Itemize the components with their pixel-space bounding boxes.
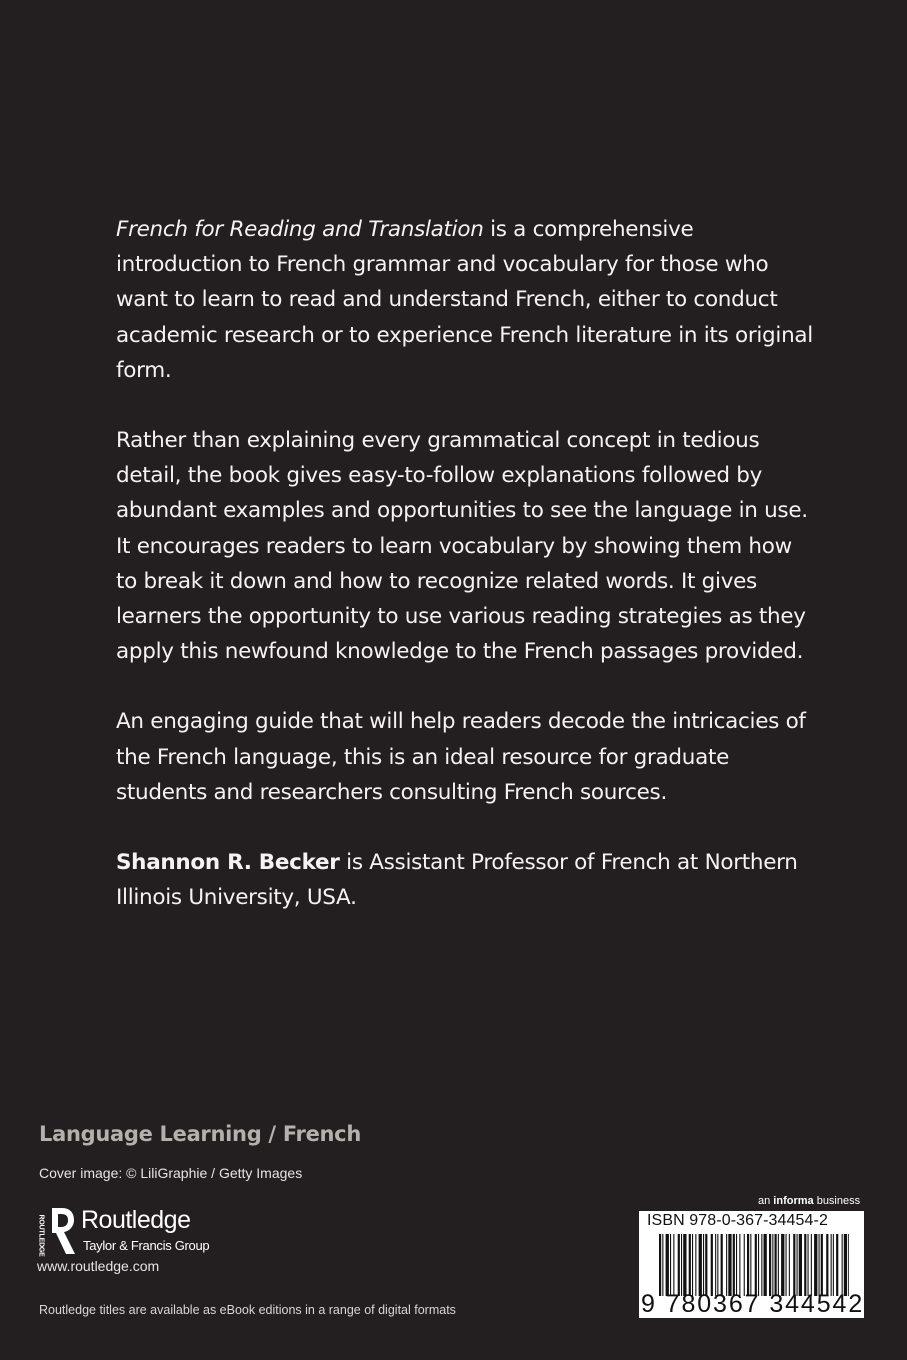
barcode-bar: [842, 1234, 843, 1296]
barcode-bar: [786, 1234, 787, 1296]
barcode-bar: [747, 1234, 749, 1296]
blurb-text: is a comprehensive introduction to French grammar and vocabulary for those who want to learn to read and understand French, either to conduct academic research or to experience French literature in its original form.: [116, 217, 813, 383]
barcode-bar: [659, 1234, 661, 1296]
author-bio: [116, 845, 816, 915]
barcode-bar: [808, 1234, 809, 1296]
barcode-bar: [739, 1234, 740, 1296]
barcode-bar: [833, 1234, 834, 1296]
barcode-bar: [848, 1234, 849, 1296]
barcode-bar: [831, 1234, 832, 1296]
barcode-bar: [836, 1234, 838, 1296]
barcode-bar: [666, 1234, 669, 1296]
barcode-bar: [736, 1234, 737, 1296]
barcode-bar: [678, 1234, 680, 1296]
barcode-bar: [799, 1234, 802, 1296]
barcode-bar: [755, 1234, 757, 1296]
barcode-bar: [744, 1234, 745, 1296]
barcode-bar: [819, 1234, 820, 1296]
barcode-bar: [673, 1234, 674, 1296]
barcode-bar: [726, 1234, 727, 1296]
blurb-paragraph-3: An engaging guide that will help readers decode the intricacies of the French language, this is an ideal resource for graduate students and researchers consulting French sources.: [116, 709, 806, 805]
barcode-bar: [670, 1234, 671, 1296]
blurb-paragraph-1: [116, 212, 816, 388]
barcode-bar: [662, 1234, 663, 1296]
barcode-bar: [705, 1234, 707, 1296]
cover-credit: Cover image: © LiliGraphie / Getty Images: [39, 1165, 303, 1181]
barcode-bar: [772, 1234, 773, 1296]
barcode-bar: [683, 1234, 686, 1296]
barcode-bar: [699, 1234, 702, 1296]
subject-category: Language Learning / French: [39, 1122, 361, 1146]
ebook-note: Routledge titles are available as eBook editions in a range of digital formats: [39, 1303, 456, 1317]
barcode-bar: [717, 1234, 718, 1296]
isbn-barcode: [639, 1211, 864, 1318]
informa-brand: informa: [773, 1195, 814, 1207]
barcode-bar: [811, 1234, 812, 1296]
publisher-url: www.routledge.com: [37, 1258, 160, 1274]
barcode-bar: [804, 1234, 806, 1296]
barcode-bar: [764, 1234, 767, 1296]
barcode-bar: [733, 1234, 735, 1296]
barcode-digits: 9 780367 344542: [641, 1290, 865, 1318]
barcode-bars: [659, 1234, 849, 1296]
barcode-bar: [793, 1234, 795, 1296]
author-name: Shannon R. Becker: [116, 850, 340, 876]
back-cover-blurb: [116, 212, 816, 950]
blurb-paragraph-2: Rather than explaining every grammatical concept in tedious detail, the book gives easy-to-follow explanations followed by abundant examples and opportunities to see the language in use. It encourages readers to learn vocabulary by showing them how to break it down and how to recognize related words. It gives learners the opportunity to use various reading strategies as they apply this newfound knowledge to the French passages provided.: [116, 428, 808, 665]
publisher-logo: [38, 1206, 258, 1258]
barcode-bar: [797, 1234, 798, 1296]
barcode-bar: [761, 1234, 762, 1296]
barcode-bar: [681, 1234, 682, 1296]
barcode-bar: [750, 1234, 751, 1296]
book-title: French for Reading and Translation: [116, 217, 484, 242]
barcode-bar: [758, 1234, 759, 1296]
barcode-bar: [814, 1234, 817, 1296]
publisher-group: Taylor & Francis Group: [83, 1238, 210, 1253]
informa-suffix: business: [813, 1195, 861, 1207]
informa-business-tag: [758, 1195, 860, 1207]
isbn-label: ISBN 978-0-367-34454-2: [647, 1212, 828, 1229]
barcode-bar: [692, 1234, 693, 1296]
barcode-bar: [789, 1234, 790, 1296]
barcode-bar: [703, 1234, 704, 1296]
informa-prefix: an: [758, 1195, 774, 1207]
barcode-bar: [775, 1234, 777, 1296]
barcode-bar: [711, 1234, 713, 1296]
barcode-bar: [769, 1234, 771, 1296]
barcode-bar: [826, 1234, 828, 1296]
barcode-bar: [728, 1234, 731, 1296]
publisher-name: Routledge: [81, 1206, 191, 1234]
barcode-bar: [695, 1234, 696, 1296]
barcode-bar: [781, 1234, 784, 1296]
barcode-bar: [715, 1234, 716, 1296]
barcode-bar: [689, 1234, 691, 1296]
barcode-bar: [844, 1234, 847, 1296]
barcode-bar: [778, 1234, 779, 1296]
routledge-vertical-wordmark: ROUTLEDGE: [37, 1214, 45, 1257]
barcode-bar: [821, 1234, 823, 1296]
author-bio-text: is Assistant Professor of French at Northern Illinois University, USA.: [116, 850, 798, 911]
barcode-bar: [721, 1234, 723, 1296]
